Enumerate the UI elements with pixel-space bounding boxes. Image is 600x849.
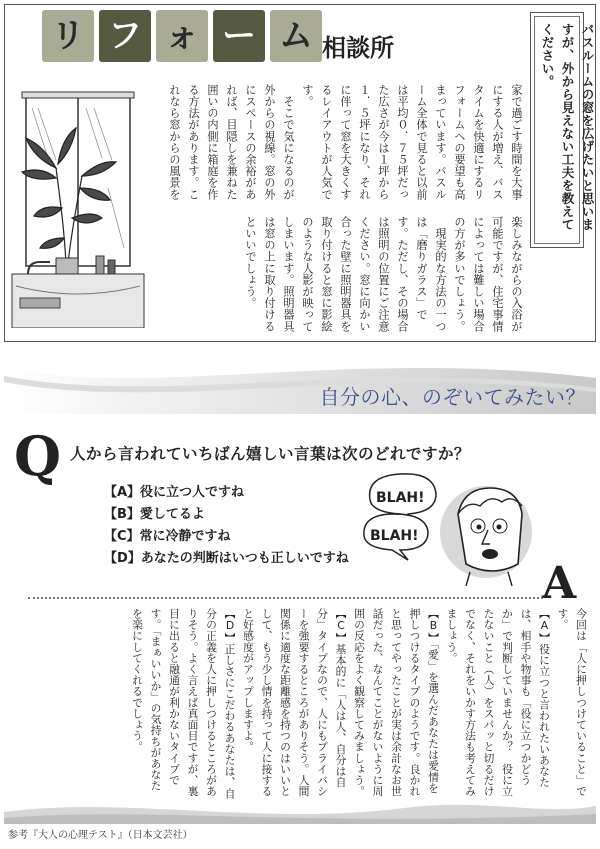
title-subtitle: 相談所: [322, 33, 394, 62]
reader-question-box: [530, 12, 595, 248]
quiz-question: 人から言われていちばん嬉しい言葉は次のどれですか？: [70, 445, 471, 463]
title-tile: フ: [99, 10, 151, 62]
answer-options: [104, 482, 349, 570]
reform-answer-body: 家で過ごす時間を大事にする人が増え、バスタイムを快適にするリフォームへの要望も高まっています。バスルーム全体で見ると以前は平均０．７５坪だった広さが今は１坪から１．５坪になり、それに伴って窓を大きくするレイアウトが人気です。 そこで気になるのが外からの視線。窓の外にスペースの余裕があれば、目隠しを兼ねた囲いの内側に箱庭を作る方法があります。これなら窓からの風景を楽しみながらの入浴が可能ですが、住宅事情によっては難しい場合の方が多いでしょう。 現実的な方法の一つは「磨りガラス」です。ただし、その場合は照明の位置にご注意ください。窓に向かい合った壁に照明器具を取り付けると窓に影絵のような人影が映ってしまいます。照明器具は窓の上に取り付けるといいでしょう。: [168, 84, 523, 332]
title-tile: ー: [213, 10, 265, 62]
option-d: 【D】あなたの判断はいつも正しいですね: [104, 551, 349, 566]
option-a: 【A】役に立つ人ですね: [104, 485, 245, 500]
footer-band: [4, 800, 596, 824]
section-banner-title: 自分の心、のぞいてみたい？: [319, 385, 586, 409]
option-c: 【C】常に冷静ですね: [104, 529, 231, 544]
quiz-answer-body: 今回は「人に押しつけていること」です。 【A】役に立つと言われたいあなたは、相手や物事も「役に立つかどうか」で判断していませんか？ 役に立たないこと（人）をスパッと切るだけでなく、それをいかす方法も考えてみましょう。 【B】「愛」を選んだあなたは愛情を押しつけるタイプのようです。良かれと思ってやったことが実は余計なお世話だった、なんてことがないように周囲の反応をよく観察してみましょう。 【C】基本的に「人は人、自分は自分」タイプなので、人にもプライバシーを強要するところがありそう。人間関係に適度な距離感を持つのはいいとして、もう少し情を持って人に接すると好感度がアップしますよ。 【D】正しさにこだわるあなたは、自分の正義を人に押しつけるところがありそう。よく言えば真面目ですが、裏目に出ると融通が利かないタイプです。「まぁいいか」の気持ちがあなたを楽にしてくれるでしょう。: [131, 608, 588, 799]
title-tile: リ: [42, 10, 94, 62]
bathroom-window-illustration: [8, 88, 148, 328]
question-letter: Q: [14, 424, 62, 488]
option-b: 【B】愛してるよ: [104, 507, 205, 522]
blah-text-2: BLAH!: [370, 528, 419, 544]
blah-text-1: BLAH!: [376, 490, 425, 506]
title-tile: ォ: [156, 10, 208, 62]
answer-letter: A: [542, 558, 577, 609]
title-tiles: [42, 10, 322, 62]
reader-question-text: バスルームの窓を広げたいと思いますが、外から見えない工夫を教えてください。: [540, 23, 595, 231]
blah-face-illustration: [362, 470, 534, 586]
dotted-divider: [28, 597, 543, 599]
title-tile: ム: [270, 10, 322, 62]
footer-reference: 参考『大人の心理テスト』（日本文芸社）: [8, 830, 193, 841]
